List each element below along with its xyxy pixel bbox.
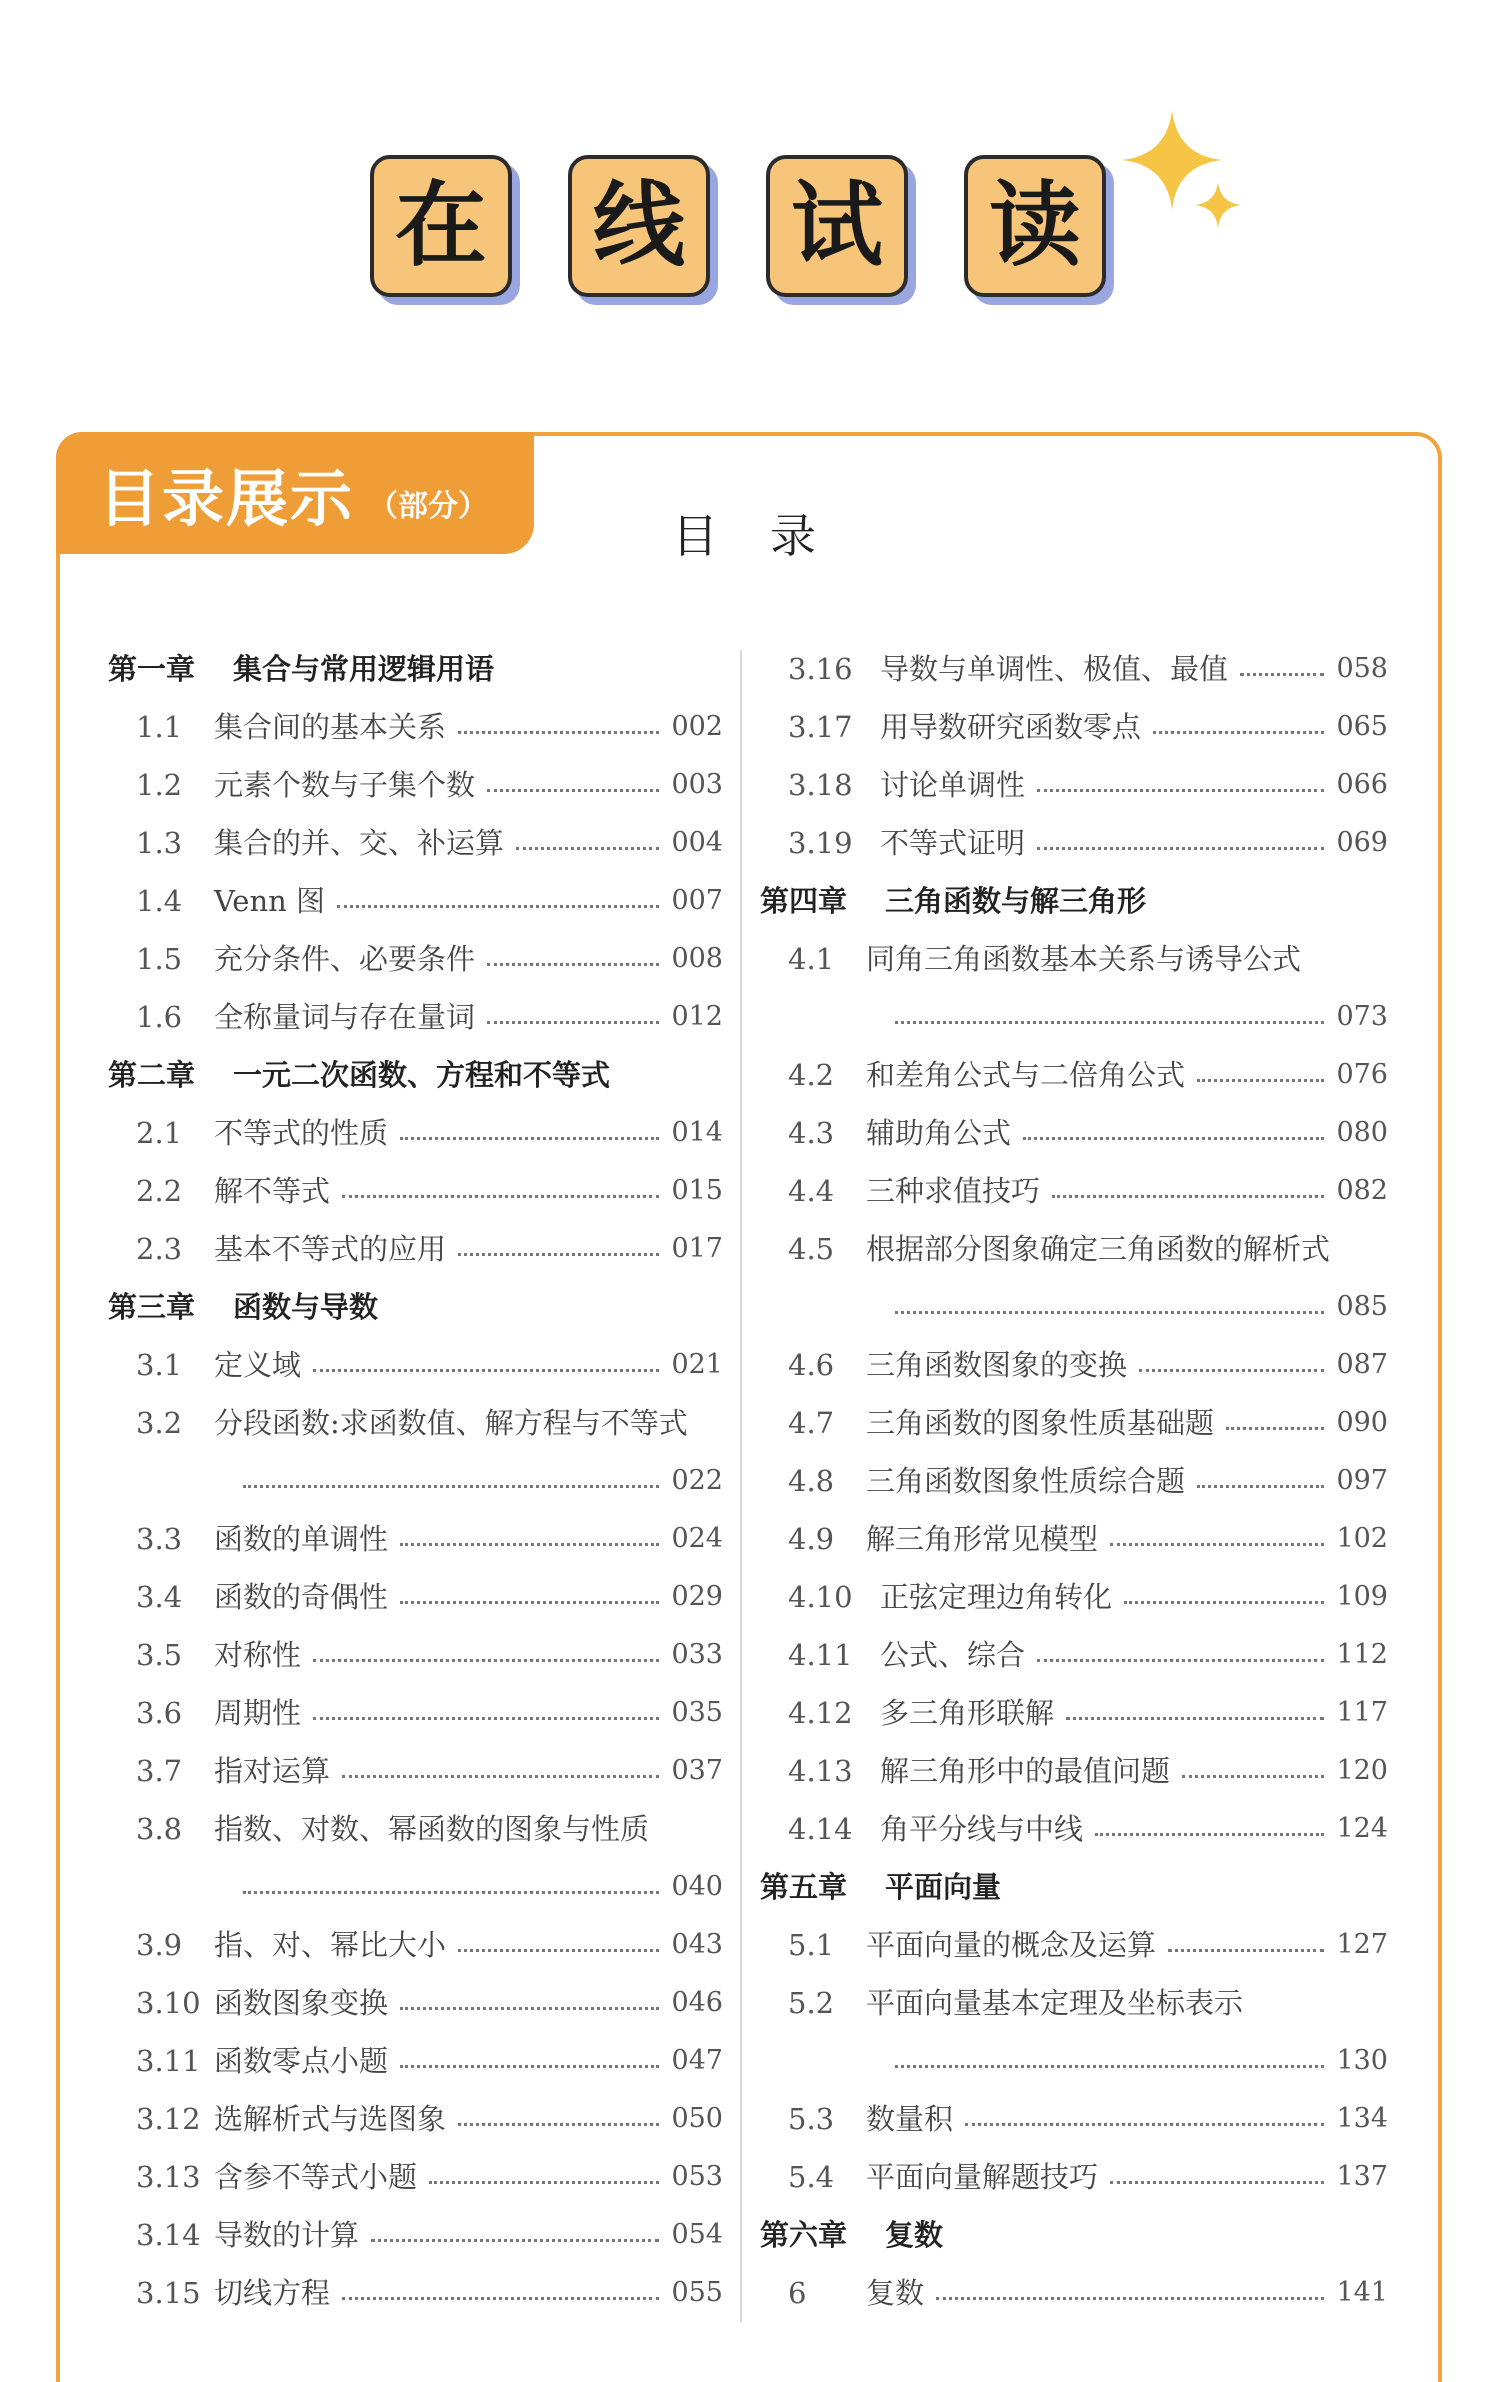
dot-leader <box>1037 847 1324 850</box>
dot-leader <box>342 2297 659 2300</box>
entry-title: 三角函数图象性质综合题 <box>866 1464 1186 1498</box>
page-number: 043 <box>671 1929 723 1960</box>
entry-title: 元素个数与子集个数 <box>214 768 476 802</box>
entry-number: 3.6 <box>136 1696 183 1730</box>
entry-title: 解不等式 <box>214 1174 331 1208</box>
toc-chapter <box>108 640 723 698</box>
toc-entry[interactable] <box>760 2148 1388 2206</box>
dot-leader <box>342 1775 659 1778</box>
entry-number: 3.5 <box>136 1638 183 1672</box>
entry-title: 导数与单调性、极值、最值 <box>880 652 1229 686</box>
entry-number: 3.7 <box>136 1754 183 1788</box>
page-number: 002 <box>671 711 723 742</box>
toc-entry[interactable] <box>108 1104 723 1162</box>
entry-number: 4.9 <box>788 1522 835 1556</box>
entry-number: 4.5 <box>788 1232 835 1266</box>
toc-entry[interactable] <box>108 1220 723 1278</box>
toc-entry[interactable] <box>108 1626 723 1684</box>
toc-right-column <box>760 640 1388 2322</box>
page-number: 130 <box>1336 2045 1388 2076</box>
toc-entry[interactable] <box>760 814 1388 872</box>
toc-entry[interactable] <box>108 1742 723 1800</box>
entry-title: 对称性 <box>214 1638 302 1672</box>
entry-title: Venn 图 <box>214 884 326 918</box>
entry-number: 4.1 <box>788 942 835 976</box>
toc-entry[interactable] <box>760 1510 1388 1568</box>
dot-leader <box>895 2065 1324 2068</box>
entry-title: 切线方程 <box>214 2276 331 2310</box>
title-tile-3: 试 <box>766 155 908 297</box>
page-number: 022 <box>671 1465 723 1496</box>
page-number: 127 <box>1336 1929 1388 1960</box>
page-number: 082 <box>1336 1175 1388 1206</box>
entry-number: 4.13 <box>788 1754 853 1788</box>
toc-entry[interactable] <box>108 1916 723 1974</box>
entry-title: 根据部分图象确定三角函数的解析式 <box>866 1232 1331 1266</box>
toc-entry[interactable] <box>760 1800 1388 1858</box>
toc-entry[interactable] <box>108 1684 723 1742</box>
entry-number: 3.15 <box>136 2276 201 2310</box>
toc-entry[interactable] <box>760 1162 1388 1220</box>
chapter-title: 复数 <box>885 2218 944 2252</box>
dot-leader <box>458 1949 659 1952</box>
dot-leader <box>342 1195 659 1198</box>
entry-number: 1.5 <box>136 942 183 976</box>
entry-number: 3.18 <box>788 768 853 802</box>
dot-leader <box>1226 1427 1324 1430</box>
page-number: 021 <box>671 1349 723 1380</box>
page-number: 037 <box>671 1755 723 1786</box>
toc-entry[interactable] <box>108 1568 723 1626</box>
title-tile-1: 在 <box>370 155 512 297</box>
entry-number: 3.8 <box>136 1812 183 1846</box>
entry-title: 函数零点小题 <box>214 2044 389 2078</box>
dot-leader <box>400 2007 659 2010</box>
chapter-number: 第五章 <box>760 1870 848 1904</box>
page-number: 054 <box>671 2219 723 2250</box>
entry-number: 3.9 <box>136 1928 183 1962</box>
entry-number: 3.4 <box>136 1580 183 1614</box>
dot-leader <box>1110 2181 1324 2184</box>
page-number: 029 <box>671 1581 723 1612</box>
toc-entry[interactable] <box>108 2264 723 2322</box>
page-number: 035 <box>671 1697 723 1728</box>
page-number: 073 <box>1336 1001 1388 1032</box>
entry-title: 函数的单调性 <box>214 1522 389 1556</box>
chapter-number: 第六章 <box>760 2218 848 2252</box>
entry-title: 含参不等式小题 <box>214 2160 418 2194</box>
page-number: 117 <box>1336 1697 1388 1728</box>
dot-leader <box>400 1601 659 1604</box>
toc-chapter <box>760 872 1388 930</box>
page-number: 047 <box>671 2045 723 2076</box>
dot-leader <box>1240 673 1324 676</box>
toc-entry[interactable] <box>760 1220 1388 1278</box>
toc-entry[interactable] <box>108 756 723 814</box>
entry-title: 集合的并、交、补运算 <box>214 826 505 860</box>
entry-title: 指数、对数、幂函数的图象与性质 <box>214 1812 650 1846</box>
toc-entry-continuation <box>760 2032 1388 2090</box>
page-number: 141 <box>1336 2277 1388 2308</box>
toc-entry[interactable] <box>760 640 1388 698</box>
page-number: 097 <box>1336 1465 1388 1496</box>
toc-entry[interactable] <box>108 1510 723 1568</box>
entry-title: 解三角形常见模型 <box>866 1522 1099 1556</box>
entry-title: 多三角形联解 <box>880 1696 1055 1730</box>
toc-entry[interactable] <box>108 1974 723 2032</box>
entry-number: 5.2 <box>788 1986 835 2020</box>
toc-entry[interactable] <box>108 1394 723 1452</box>
dot-leader <box>487 789 659 792</box>
dot-leader <box>1023 1137 1324 1140</box>
entry-number: 1.4 <box>136 884 183 918</box>
entry-title: 和差角公式与二倍角公式 <box>866 1058 1186 1092</box>
entry-title: 不等式的性质 <box>214 1116 389 1150</box>
page-number: 007 <box>671 885 723 916</box>
toc-entry[interactable] <box>108 814 723 872</box>
chapter-title: 平面向量 <box>885 1870 1002 1904</box>
entry-number: 5.3 <box>788 2102 835 2136</box>
toc-entry-continuation <box>108 1452 723 1510</box>
dot-leader <box>936 2297 1324 2300</box>
page-number: 024 <box>671 1523 723 1554</box>
entry-title: 指、对、幂比大小 <box>214 1928 447 1962</box>
dot-leader <box>487 1021 659 1024</box>
page-number: 124 <box>1336 1813 1388 1844</box>
toc-entry[interactable] <box>760 1394 1388 1452</box>
dot-leader <box>1139 1369 1324 1372</box>
chapter-number: 第一章 <box>108 652 196 686</box>
dot-leader <box>400 1137 659 1140</box>
toc-entry[interactable] <box>108 1162 723 1220</box>
entry-title: 全称量词与存在量词 <box>214 1000 476 1034</box>
toc-entry[interactable] <box>760 1742 1388 1800</box>
entry-number: 5.4 <box>788 2160 835 2194</box>
page-number: 050 <box>671 2103 723 2134</box>
toc-entry[interactable] <box>108 1336 723 1394</box>
sparkle-small-icon <box>1195 182 1241 228</box>
chapter-number: 第三章 <box>108 1290 196 1324</box>
entry-title: 集合间的基本关系 <box>214 710 447 744</box>
toc-chapter <box>760 2206 1388 2264</box>
entry-number: 1.6 <box>136 1000 183 1034</box>
dot-leader <box>487 963 659 966</box>
toc-heading: 目录 <box>672 509 868 563</box>
page-number: 080 <box>1336 1117 1388 1148</box>
entry-number: 3.1 <box>136 1348 183 1382</box>
entry-title: 平面向量基本定理及坐标表示 <box>866 1986 1244 2020</box>
chapter-number: 第二章 <box>108 1058 196 1092</box>
dot-leader <box>516 847 659 850</box>
entry-number: 4.7 <box>788 1406 835 1440</box>
toc-banner <box>56 432 534 554</box>
page-number: 065 <box>1336 711 1388 742</box>
toc-entry[interactable] <box>760 1974 1388 2032</box>
entry-number: 4.14 <box>788 1812 853 1846</box>
dot-leader <box>371 2239 659 2242</box>
page-number: 102 <box>1336 1523 1388 1554</box>
toc-entry[interactable] <box>108 2032 723 2090</box>
banner-subtitle: （部分） <box>368 489 489 524</box>
entry-number: 1.3 <box>136 826 183 860</box>
entry-title: 解三角形中的最值问题 <box>880 1754 1171 1788</box>
page-number: 112 <box>1336 1639 1388 1670</box>
page-number: 076 <box>1336 1059 1388 1090</box>
dot-leader <box>458 2123 659 2126</box>
entry-title: 三种求值技巧 <box>866 1174 1041 1208</box>
entry-number: 6 <box>788 2276 807 2310</box>
entry-title: 指对运算 <box>214 1754 331 1788</box>
entry-number: 4.4 <box>788 1174 835 1208</box>
entry-number: 4.3 <box>788 1116 835 1150</box>
entry-number: 4.10 <box>788 1580 853 1614</box>
dot-leader <box>458 731 659 734</box>
dot-leader <box>1197 1079 1324 1082</box>
entry-number: 4.12 <box>788 1696 853 1730</box>
toc-entry[interactable] <box>108 1800 723 1858</box>
dot-leader <box>1153 731 1324 734</box>
entry-number: 1.1 <box>136 710 183 744</box>
dot-leader <box>1110 1543 1324 1546</box>
entry-title: 充分条件、必要条件 <box>214 942 476 976</box>
toc-entry[interactable] <box>108 2148 723 2206</box>
entry-number: 3.3 <box>136 1522 183 1556</box>
toc-entry[interactable] <box>108 2206 723 2264</box>
page-number: 055 <box>671 2277 723 2308</box>
toc-entry[interactable] <box>760 1568 1388 1626</box>
dot-leader <box>243 1891 659 1894</box>
toc-entry[interactable] <box>108 698 723 756</box>
toc-entry[interactable] <box>760 1104 1388 1162</box>
entry-title: 讨论单调性 <box>880 768 1026 802</box>
page-number: 090 <box>1336 1407 1388 1438</box>
toc-left-column <box>108 640 723 2322</box>
toc-entry[interactable] <box>760 1626 1388 1684</box>
page-number: 069 <box>1336 827 1388 858</box>
page-number: 003 <box>671 769 723 800</box>
entry-number: 2.2 <box>136 1174 183 1208</box>
title-tile-4: 读 <box>964 155 1106 297</box>
entry-number: 2.3 <box>136 1232 183 1266</box>
dot-leader <box>895 1021 1324 1024</box>
entry-title: 辅助角公式 <box>866 1116 1012 1150</box>
title-tile-2: 线 <box>568 155 710 297</box>
entry-title: 平面向量的概念及运算 <box>866 1928 1157 1962</box>
entry-number: 4.2 <box>788 1058 835 1092</box>
dot-leader <box>1052 1195 1324 1198</box>
toc-entry[interactable] <box>760 698 1388 756</box>
dot-leader <box>243 1485 659 1488</box>
page-number: 087 <box>1336 1349 1388 1380</box>
page-number: 017 <box>671 1233 723 1264</box>
page-number: 014 <box>671 1117 723 1148</box>
banner-title: 目录展示 <box>98 461 355 535</box>
entry-title: 分段函数:求函数值、解方程与不等式 <box>214 1406 688 1440</box>
dot-leader <box>337 905 659 908</box>
entry-title: 选解析式与选图象 <box>214 2102 447 2136</box>
page-number: 033 <box>671 1639 723 1670</box>
toc-chapter <box>108 1046 723 1104</box>
toc-entry[interactable] <box>760 2090 1388 2148</box>
entry-number: 3.17 <box>788 710 853 744</box>
toc-entry[interactable] <box>760 1684 1388 1742</box>
entry-title: 正弦定理边角转化 <box>880 1580 1113 1614</box>
entry-number: 3.19 <box>788 826 853 860</box>
entry-number: 3.13 <box>136 2160 201 2194</box>
toc-chapter <box>108 1278 723 1336</box>
page-number: 008 <box>671 943 723 974</box>
entry-title: 数量积 <box>866 2102 954 2136</box>
dot-leader <box>429 2181 659 2184</box>
toc-entry[interactable] <box>760 2264 1388 2322</box>
entry-title: 同角三角函数基本关系与诱导公式 <box>866 942 1302 976</box>
page-number: 015 <box>671 1175 723 1206</box>
entry-title: 周期性 <box>214 1696 302 1730</box>
toc-entry[interactable] <box>108 930 723 988</box>
toc-entry-continuation <box>760 1278 1388 1336</box>
entry-title: 导数的计算 <box>214 2218 360 2252</box>
entry-title: 平面向量解题技巧 <box>866 2160 1099 2194</box>
entry-number: 3.10 <box>136 1986 201 2020</box>
entry-title: 不等式证明 <box>880 826 1026 860</box>
toc-entry[interactable] <box>108 988 723 1046</box>
dot-leader <box>1197 1485 1324 1488</box>
entry-title: 函数图象变换 <box>214 1986 389 2020</box>
toc-entry-continuation <box>108 1858 723 1916</box>
dot-leader <box>895 1311 1324 1314</box>
page-number: 040 <box>671 1871 723 1902</box>
entry-number: 3.12 <box>136 2102 201 2136</box>
entry-title: 角平分线与中线 <box>880 1812 1084 1846</box>
entry-title: 基本不等式的应用 <box>214 1232 447 1266</box>
page-number: 134 <box>1336 2103 1388 2134</box>
entry-number: 2.1 <box>136 1116 183 1150</box>
chapter-title: 三角函数与解三角形 <box>885 884 1147 918</box>
entry-title: 用导数研究函数零点 <box>880 710 1142 744</box>
entry-title: 公式、综合 <box>880 1638 1026 1672</box>
page-number: 109 <box>1336 1581 1388 1612</box>
dot-leader <box>1037 789 1324 792</box>
dot-leader <box>313 1717 659 1720</box>
entry-title: 复数 <box>866 2276 925 2310</box>
entry-number: 3.11 <box>136 2044 201 2078</box>
page-number: 012 <box>671 1001 723 1032</box>
dot-leader <box>1095 1833 1324 1836</box>
dot-leader <box>1124 1601 1324 1604</box>
entry-title: 函数的奇偶性 <box>214 1580 389 1614</box>
entry-number: 3.2 <box>136 1406 183 1440</box>
dot-leader <box>1037 1659 1324 1662</box>
toc-entry[interactable] <box>108 872 723 930</box>
toc-entry[interactable] <box>760 1046 1388 1104</box>
hero-section <box>0 0 1500 420</box>
dot-leader <box>313 1369 659 1372</box>
dot-leader <box>1066 1717 1324 1720</box>
page-number: 137 <box>1336 2161 1388 2192</box>
chapter-title: 一元二次函数、方程和不等式 <box>233 1058 611 1092</box>
entry-title: 三角函数图象的变换 <box>866 1348 1128 1382</box>
toc-entry[interactable] <box>760 756 1388 814</box>
toc-entry-continuation <box>760 988 1388 1046</box>
dot-leader <box>458 1253 659 1256</box>
entry-number: 1.2 <box>136 768 183 802</box>
page-number: 058 <box>1336 653 1388 684</box>
entry-number: 3.16 <box>788 652 853 686</box>
dot-leader <box>1168 1949 1324 1952</box>
entry-number: 3.14 <box>136 2218 201 2252</box>
page-number: 085 <box>1336 1291 1388 1322</box>
chapter-title: 集合与常用逻辑用语 <box>233 652 495 686</box>
dot-leader <box>1182 1775 1324 1778</box>
toc-entry[interactable] <box>760 1452 1388 1510</box>
toc-entry[interactable] <box>760 1336 1388 1394</box>
chapter-title: 函数与导数 <box>233 1290 379 1324</box>
page-number: 066 <box>1336 769 1388 800</box>
dot-leader <box>400 2065 659 2068</box>
column-divider <box>740 650 742 2322</box>
page-number: 120 <box>1336 1755 1388 1786</box>
page-number: 004 <box>671 827 723 858</box>
toc-chapter <box>760 1858 1388 1916</box>
entry-title: 定义域 <box>214 1348 302 1382</box>
dot-leader <box>313 1659 659 1662</box>
page-number: 046 <box>671 1987 723 2018</box>
dot-leader <box>400 1543 659 1546</box>
dot-leader <box>965 2123 1324 2126</box>
toc-entry[interactable] <box>760 930 1388 988</box>
entry-number: 5.1 <box>788 1928 835 1962</box>
chapter-number: 第四章 <box>760 884 848 918</box>
entry-number: 4.8 <box>788 1464 835 1498</box>
entry-number: 4.11 <box>788 1638 853 1672</box>
page-number: 053 <box>671 2161 723 2192</box>
entry-number: 4.6 <box>788 1348 835 1382</box>
toc-entry[interactable] <box>108 2090 723 2148</box>
toc-entry[interactable] <box>760 1916 1388 1974</box>
entry-title: 三角函数的图象性质基础题 <box>866 1406 1215 1440</box>
